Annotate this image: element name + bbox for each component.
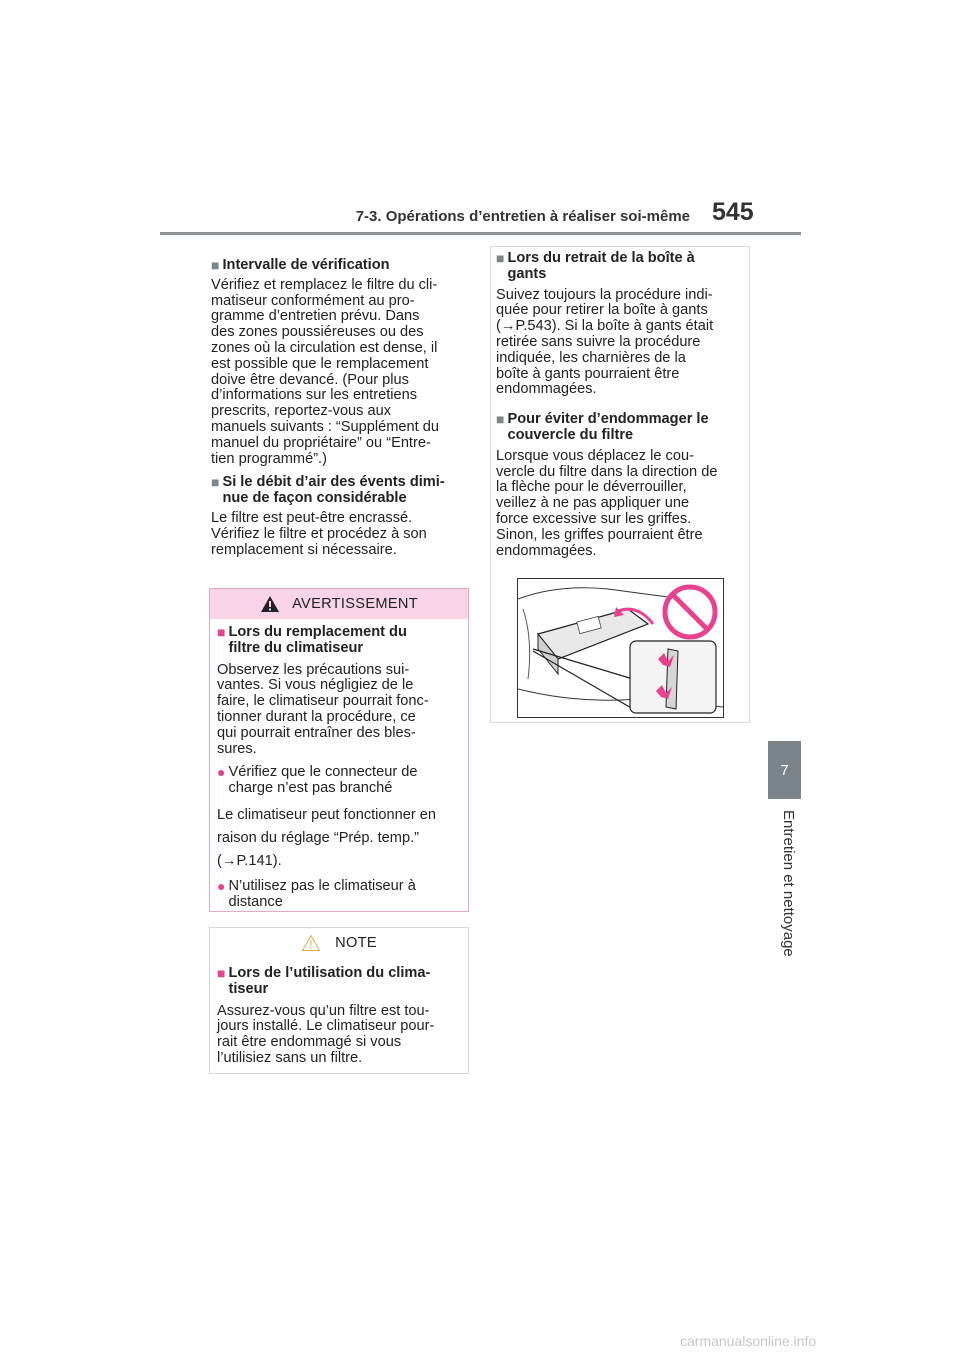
section-heading [496, 251, 746, 283]
text-line: Observez les précautions sui- [217, 661, 410, 678]
heading-line: filtre du climatiseur [228, 639, 364, 656]
square-bullet-icon: ■ [211, 257, 220, 273]
square-bullet-icon: ■ [217, 624, 226, 640]
paragraph [496, 288, 746, 399]
page-number: 545 [712, 198, 754, 226]
note-body [210, 958, 468, 1067]
warning-title: AVERTISSEMENT [292, 596, 418, 612]
text-line: Le climatiseur peut fonctionner en [217, 806, 437, 823]
text-line: vantes. Si vous négligiez de le [217, 677, 414, 694]
filter-cover-drawing [518, 579, 723, 717]
text-line: est possible que le remplacement [211, 355, 429, 372]
text-line: indiquée, les charnières de la [496, 349, 686, 366]
chapter-tab [768, 741, 801, 799]
note-header [210, 928, 468, 958]
heading-line: nue de façon considérable [222, 490, 407, 507]
heading-line: gants [507, 265, 547, 282]
text-line: Sinon, les griffes pourraient être [496, 526, 703, 543]
section-heading [496, 412, 746, 444]
heading-line: Lors du retrait de la boîte à [507, 250, 695, 266]
text-line: tien programmé”.) [211, 450, 327, 467]
paragraph [211, 511, 467, 558]
heading-text: Intervalle de vérification [222, 257, 390, 273]
heading-line: tiseur [228, 980, 269, 997]
text-line: Assurez-vous qu’un filtre est tou- [217, 1002, 430, 1019]
text-line: veillez à ne pas appliquer une [496, 495, 690, 512]
text-line: prescrits, reportez-vous aux [211, 403, 392, 420]
bullet-item [217, 879, 461, 911]
square-bullet-icon: ■ [211, 474, 220, 491]
text-line: tionner durant la procédure, ce [217, 708, 416, 725]
filter-cover-illustration [517, 578, 724, 718]
watermark: carmanualsonline.info [680, 1333, 817, 1349]
text-line: d’informations sur les entretiens [211, 387, 418, 404]
text-line: gramme d’entretien prévu. Dans [211, 308, 420, 325]
text-line: force excessive sur les griffes. [496, 510, 692, 527]
heading-text [507, 412, 746, 444]
bullet-item [217, 765, 461, 797]
paragraph [217, 804, 461, 873]
text-line: Vérifiez que le connecteur de [228, 764, 418, 781]
bullet-text [228, 879, 415, 911]
bullet-dot-icon: ● [217, 764, 226, 781]
text-line: Lorsque vous déplacez le cou- [496, 447, 694, 464]
square-bullet-icon: ■ [217, 965, 226, 981]
text-line: Vérifiez et remplacez le filtre du cli- [211, 276, 438, 293]
text-line: sures. [217, 740, 257, 757]
text-line: manuel du propriétaire” ou “Entre- [211, 434, 431, 451]
text-line: (→P.141). [217, 852, 282, 869]
heading-line: Lors de l’utilisation du clima- [228, 965, 431, 981]
section-heading [217, 625, 461, 657]
text-line: zones où la circulation est dense, il [211, 339, 438, 356]
heading-line: couvercle du filtre [507, 426, 634, 443]
bullet-dot-icon: ● [217, 877, 226, 894]
section-heading [211, 258, 467, 274]
section-heading [217, 966, 461, 998]
paragraph [217, 663, 461, 758]
text-line: distance [228, 893, 283, 910]
text-line: Le filtre est peut-être encrassé. [211, 509, 413, 526]
heading-text [228, 625, 461, 657]
heading-text [222, 475, 467, 507]
text-line: faire, le climatiseur pourrait fonc- [217, 693, 429, 710]
bullet-text [228, 765, 417, 797]
chapter-number: 7 [780, 761, 789, 779]
text-line: boîte à gants pourraient être [496, 365, 680, 382]
paragraph [211, 278, 467, 468]
heading-text [507, 251, 746, 283]
heading-line: Lors du remplacement du [228, 624, 407, 640]
right-column [496, 251, 746, 559]
note-title: NOTE [335, 935, 377, 951]
text-line: quée pour retirer la boîte à gants [496, 302, 708, 319]
paragraph [496, 449, 746, 560]
text-line: manuels suivants : “Supplément du [211, 418, 439, 435]
note-box [209, 927, 469, 1074]
heading-text [228, 966, 461, 998]
warning-triangle-icon [260, 595, 280, 613]
text-line: Vérifiez le filtre et procédez à son [211, 525, 427, 542]
text-line: endommagées. [496, 542, 597, 559]
caution-triangle-icon [301, 934, 321, 952]
chapter-label: Entretien et nettoyage [780, 810, 797, 957]
text-line: vercle du filtre dans la direction de [496, 463, 718, 480]
text-line: l’utilisiez sans un filtre. [217, 1049, 363, 1066]
text-line: des zones poussiéreuses ou des [211, 324, 424, 341]
square-bullet-icon: ■ [496, 250, 505, 266]
heading-line: Pour éviter d’endommager le [507, 411, 709, 428]
text-line: la flèche pour le déverrouiller, [496, 479, 687, 496]
section-title: 7-3. Opérations d’entretien à réaliser soi-même [355, 208, 690, 225]
text-line: charge n’est pas branché [228, 780, 393, 797]
text-line: remplacement si nécessaire. [211, 541, 397, 558]
text-line: Suivez toujours la procédure indi- [496, 286, 713, 303]
text-line: jours installé. Le climatiseur pour- [217, 1018, 435, 1035]
text-line: qui pourrait entraîner des bles- [217, 724, 416, 741]
header-divider [160, 232, 801, 235]
warning-header [210, 589, 468, 619]
text-line: retirée sans suivre la procédure [496, 333, 701, 350]
square-bullet-icon: ■ [496, 411, 505, 428]
warning-body [210, 619, 468, 911]
text-line: matiseur conformément au pro- [211, 292, 415, 309]
text-line: (→P.543). Si la boîte à gants était [496, 318, 714, 335]
left-column [211, 258, 467, 558]
text-line: doive être devancé. (Pour plus [211, 371, 409, 388]
text-line: raison du réglage “Prép. temp.” [217, 829, 419, 846]
section-heading [211, 475, 467, 507]
text-line: rait être endommagé si vous [217, 1034, 402, 1051]
text-line: endommagées. [496, 381, 597, 398]
heading-line: Si le débit d’air des évents dimi- [222, 474, 445, 491]
text-line: N’utilisez pas le climatiseur à [228, 877, 416, 894]
paragraph [217, 1004, 461, 1067]
warning-box [209, 588, 469, 912]
